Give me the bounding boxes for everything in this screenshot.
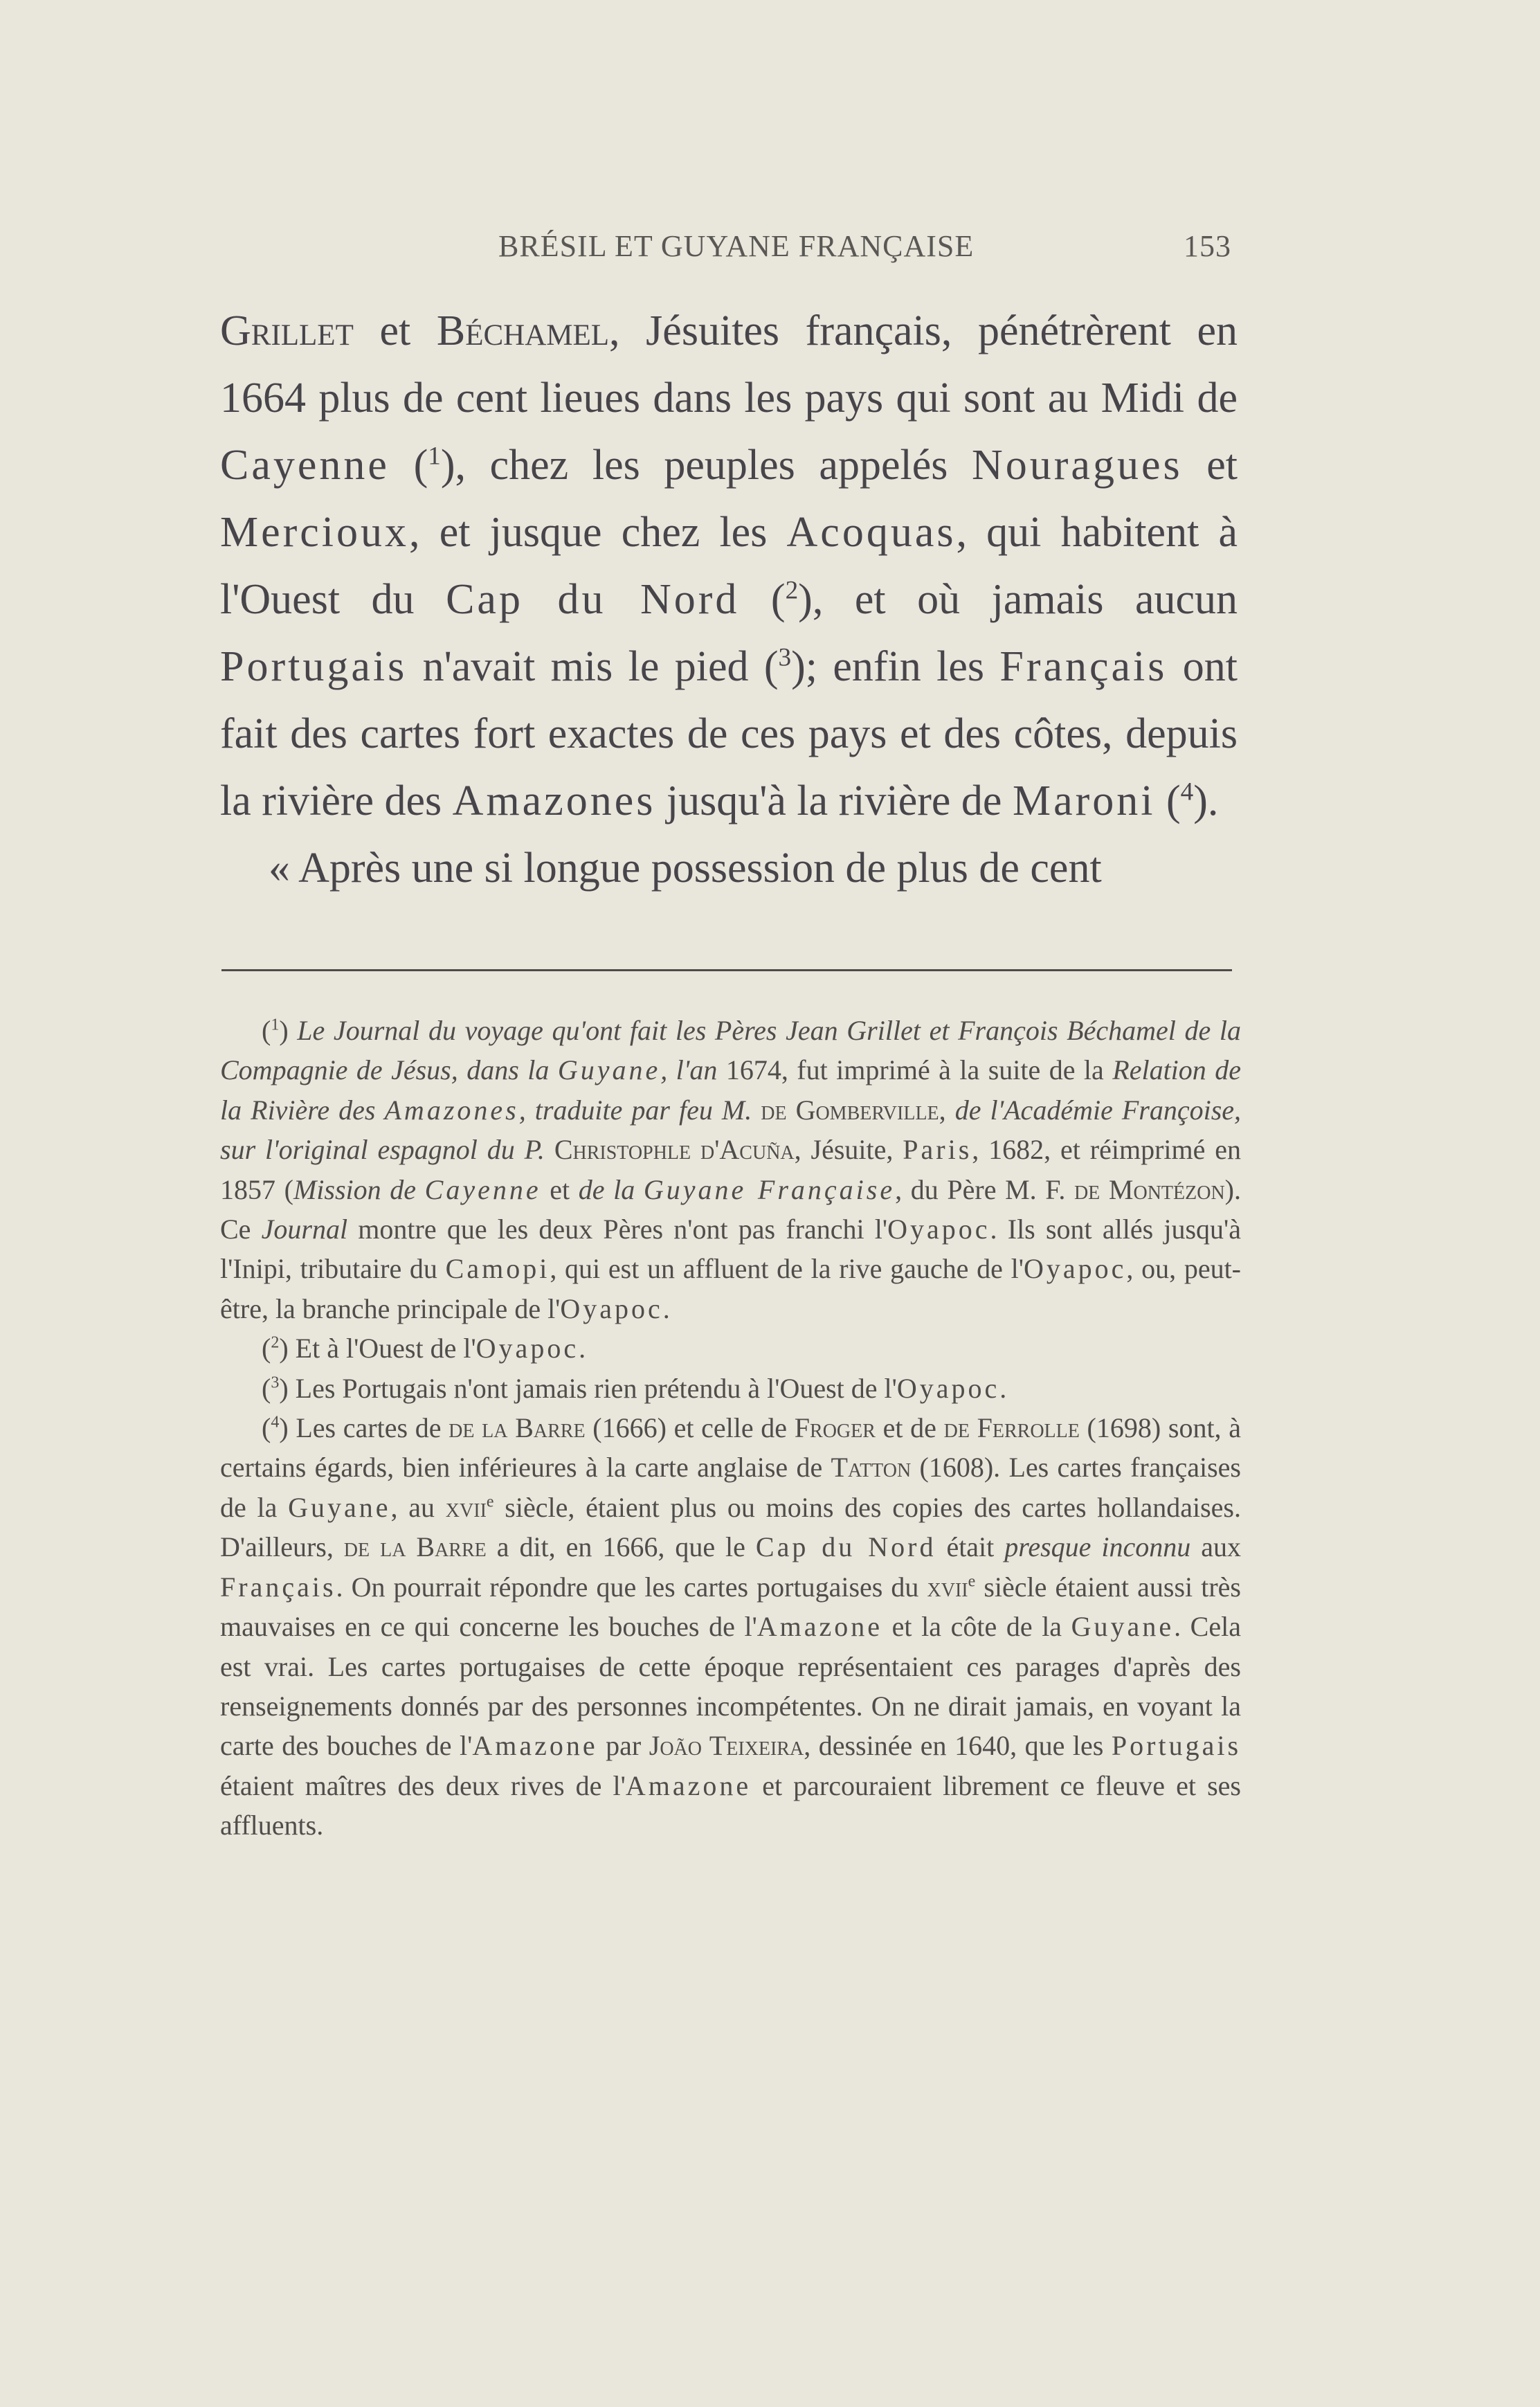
text-run (752, 1094, 761, 1126)
person-name: Béchamel (436, 307, 610, 354)
author-name: Tatton (831, 1452, 912, 1484)
text-run: , Jésuites français, pénétrèrent en 1664 plus de cent lieues dans les pays qui sont au Midi de (220, 307, 1238, 422)
main-text (220, 298, 1238, 902)
footnote-number: 3 (271, 1373, 280, 1392)
italic-run: Le Journal du voyage qu'ont fait les Pères Jean Grillet et François Béchamel de la Compagnie de Jésus, dans la (220, 1015, 1241, 1086)
author-name: de Ferrolle (943, 1412, 1080, 1444)
place-name: Maroni (1012, 777, 1156, 824)
text-run: . Cela est vrai. Les cartes portugaises de cette époque représentaient ces parages d'après des renseignements donnés par des personnes incompétentes. On ne dirait jamais, en voyant la carte des bouches de l' (220, 1611, 1241, 1762)
text-run: aux (1190, 1531, 1241, 1563)
text-run: , 1682, et réimprimé en 1857 ( (220, 1134, 1242, 1205)
text-run: . (999, 1372, 1007, 1404)
text-run: (1698) sont, à certains égards, bien inférieures à la carte anglaise de (220, 1412, 1241, 1484)
century-numeral: xvii (445, 1491, 487, 1523)
text-run: , qui est un affluent de la rive gauche de l' (550, 1253, 1024, 1285)
ordinal-suffix: e (486, 1493, 494, 1511)
footnote-ref[interactable]: 1 (428, 442, 441, 471)
text-run: ). Ce (220, 1173, 1241, 1245)
paragraph-1 (220, 298, 1238, 835)
text-run: et (541, 1173, 579, 1205)
person-name: Grillet (220, 307, 354, 354)
text-run: , ou, peut-être, la branche principale de l' (220, 1253, 1242, 1324)
text-run: . On pourrait répondre que les cartes portugaises du (336, 1571, 927, 1603)
text-run: jusqu'à la rivière de (655, 777, 1013, 824)
text-run: a dit, en 1666, que le (486, 1531, 756, 1563)
place-name: Cayenne (220, 442, 390, 489)
place-name: Cayenne (424, 1173, 541, 1205)
footnote-2 (220, 1328, 1241, 1368)
author-name: de Montézon (1074, 1173, 1225, 1205)
text-run (545, 1134, 554, 1165)
place-name: Guyane (1071, 1611, 1175, 1643)
text-run: ), chez les peuples appelés (440, 442, 972, 489)
italic-run: Mission de (293, 1173, 425, 1205)
paragraph-2: « Après une si longue possession de plus de cent (269, 845, 1102, 892)
text-run: et la côte de la (882, 1611, 1071, 1643)
text-run: ), et où jamais aucun (798, 576, 1238, 623)
place-name: Oyapoc (1023, 1253, 1127, 1285)
text-run: (1666) et celle de (585, 1412, 795, 1444)
footnote-ref[interactable]: 3 (778, 643, 792, 672)
italic-run: de l'Académie Françoise, sur l'original espagnol du P. (220, 1094, 1242, 1166)
place-name: Amazones (452, 777, 656, 824)
text-run: , Jésuite, (794, 1134, 903, 1166)
text-run: . (662, 1292, 670, 1324)
place-name: Amazones (384, 1094, 519, 1126)
place-name: Amazone (472, 1730, 598, 1762)
text-run: et de (875, 1412, 944, 1444)
text-run: ( (262, 1015, 271, 1046)
place-name: Guyane Française (643, 1173, 896, 1205)
author-name: Froger (794, 1412, 876, 1444)
text-run: siècle étaient aussi très mauvaises en ce qui concerne les bouches de l' (220, 1571, 1241, 1643)
footnotes (220, 1011, 1241, 1846)
place-name: Mercioux (220, 509, 410, 556)
text-run: ( (739, 576, 786, 623)
author-name: Christophle d'Acuña (554, 1134, 795, 1166)
italic-run: Relation de la Rivière des (220, 1054, 1242, 1126)
text-run: , au (390, 1491, 446, 1523)
text-run: et (353, 307, 437, 354)
italic-run: , l'an (660, 1054, 718, 1086)
place-name: Cap du Nord (755, 1531, 936, 1563)
text-run: ) Les cartes de (279, 1412, 449, 1444)
italic-run: Journal (261, 1214, 348, 1245)
text-run: , qui habitent à l'Ouest du (220, 509, 1238, 623)
place-name: Français (999, 643, 1168, 690)
text-run: étaient maîtres des deux rives de l' (220, 1769, 626, 1801)
ordinal-suffix: e (968, 1572, 976, 1591)
text-run: ont fait des cartes fort exactes de ces pays et des côtes, depuis la rivière des (220, 643, 1238, 824)
place-name: Paris (903, 1134, 972, 1166)
text-run: n'avait mis le pied ( (407, 643, 779, 690)
running-title: BRÉSIL ET GUYANE FRANÇAISE (498, 229, 975, 263)
text-run: ( (262, 1412, 271, 1444)
footnote-number: 1 (271, 1016, 280, 1034)
place-name: Portugais (1111, 1730, 1242, 1762)
text-run: par (597, 1730, 649, 1762)
place-name: Nouragues (972, 442, 1183, 489)
text-run: ( (1155, 777, 1181, 824)
italic-run: , traduite par feu M. (518, 1094, 752, 1126)
footnote-4 (220, 1408, 1241, 1845)
italic-run: de la (578, 1173, 644, 1205)
text-run: ) Et à l'Ouest de l' (279, 1333, 476, 1364)
footnote-ref[interactable]: 2 (785, 576, 799, 605)
text-run: et (1182, 442, 1238, 489)
text-run: ) Les Portugais n'ont jamais rien prétendu à l'Ouest de l' (279, 1372, 897, 1404)
place-name: Guyane (288, 1491, 391, 1523)
place-name: Oyapoc (475, 1333, 579, 1364)
place-name: Camopi (445, 1253, 550, 1285)
footnote-1 (220, 1011, 1241, 1328)
place-name: Acoquas (786, 509, 957, 556)
author-name: de la Barre (343, 1531, 487, 1563)
text-run: , dessinée en 1640, que les (804, 1730, 1112, 1762)
text-run: . (579, 1333, 586, 1364)
text-run: était (936, 1531, 1005, 1563)
footnote-number: 2 (271, 1333, 280, 1352)
text-run: 1674, fut imprimé à la suite de la (717, 1054, 1113, 1086)
text-run: ( (262, 1372, 271, 1404)
place-name: Cap du Nord (446, 576, 740, 623)
text-run: ) (279, 1015, 298, 1046)
text-run: , du Père M. F. (895, 1173, 1074, 1205)
text-run: ( (389, 442, 428, 489)
text-run: ( (262, 1333, 271, 1364)
text-run: . Ils sont allés jusqu'à l'Inipi, tributaire du (220, 1214, 1242, 1285)
author-name: de Gomberville (761, 1094, 939, 1126)
place-name: Portugais (220, 643, 408, 690)
author-name: de la Barre (449, 1412, 586, 1444)
text-run: ); enfin les (791, 643, 1000, 690)
footnote-3 (220, 1369, 1241, 1408)
text-run: , et jusque chez les (409, 509, 787, 556)
place-name: Oyapoc (896, 1372, 1000, 1404)
place-name: Français (220, 1571, 336, 1603)
text-run: montre que les deux Pères n'ont pas franchi l' (347, 1214, 888, 1245)
italic-run: presque inconnu (1004, 1531, 1191, 1563)
place-name: Oyapoc (560, 1292, 663, 1324)
footnote-number: 4 (271, 1413, 280, 1432)
place-name: Amazone (757, 1611, 883, 1643)
author-name: João Teixeira (649, 1730, 804, 1762)
century-numeral: xvii (927, 1571, 968, 1603)
text-run: siècle, étaient plus ou moins des copies des cartes hollandaises. D'ailleurs, (220, 1491, 1241, 1563)
place-name: Amazone (625, 1769, 752, 1801)
page-number: 153 (1184, 229, 1231, 263)
place-name: Guyane (557, 1054, 661, 1086)
footnote-ref[interactable]: 4 (1180, 777, 1194, 806)
text-run: ). (1193, 777, 1219, 824)
text-run: et parcouraient librement ce fleuve et ses affluents. (220, 1769, 1242, 1841)
text-run: , (939, 1094, 955, 1126)
footnote-separator (221, 969, 1232, 971)
text-run: (1608). Les cartes françaises de la (220, 1452, 1241, 1523)
place-name: Oyapoc (887, 1214, 990, 1245)
